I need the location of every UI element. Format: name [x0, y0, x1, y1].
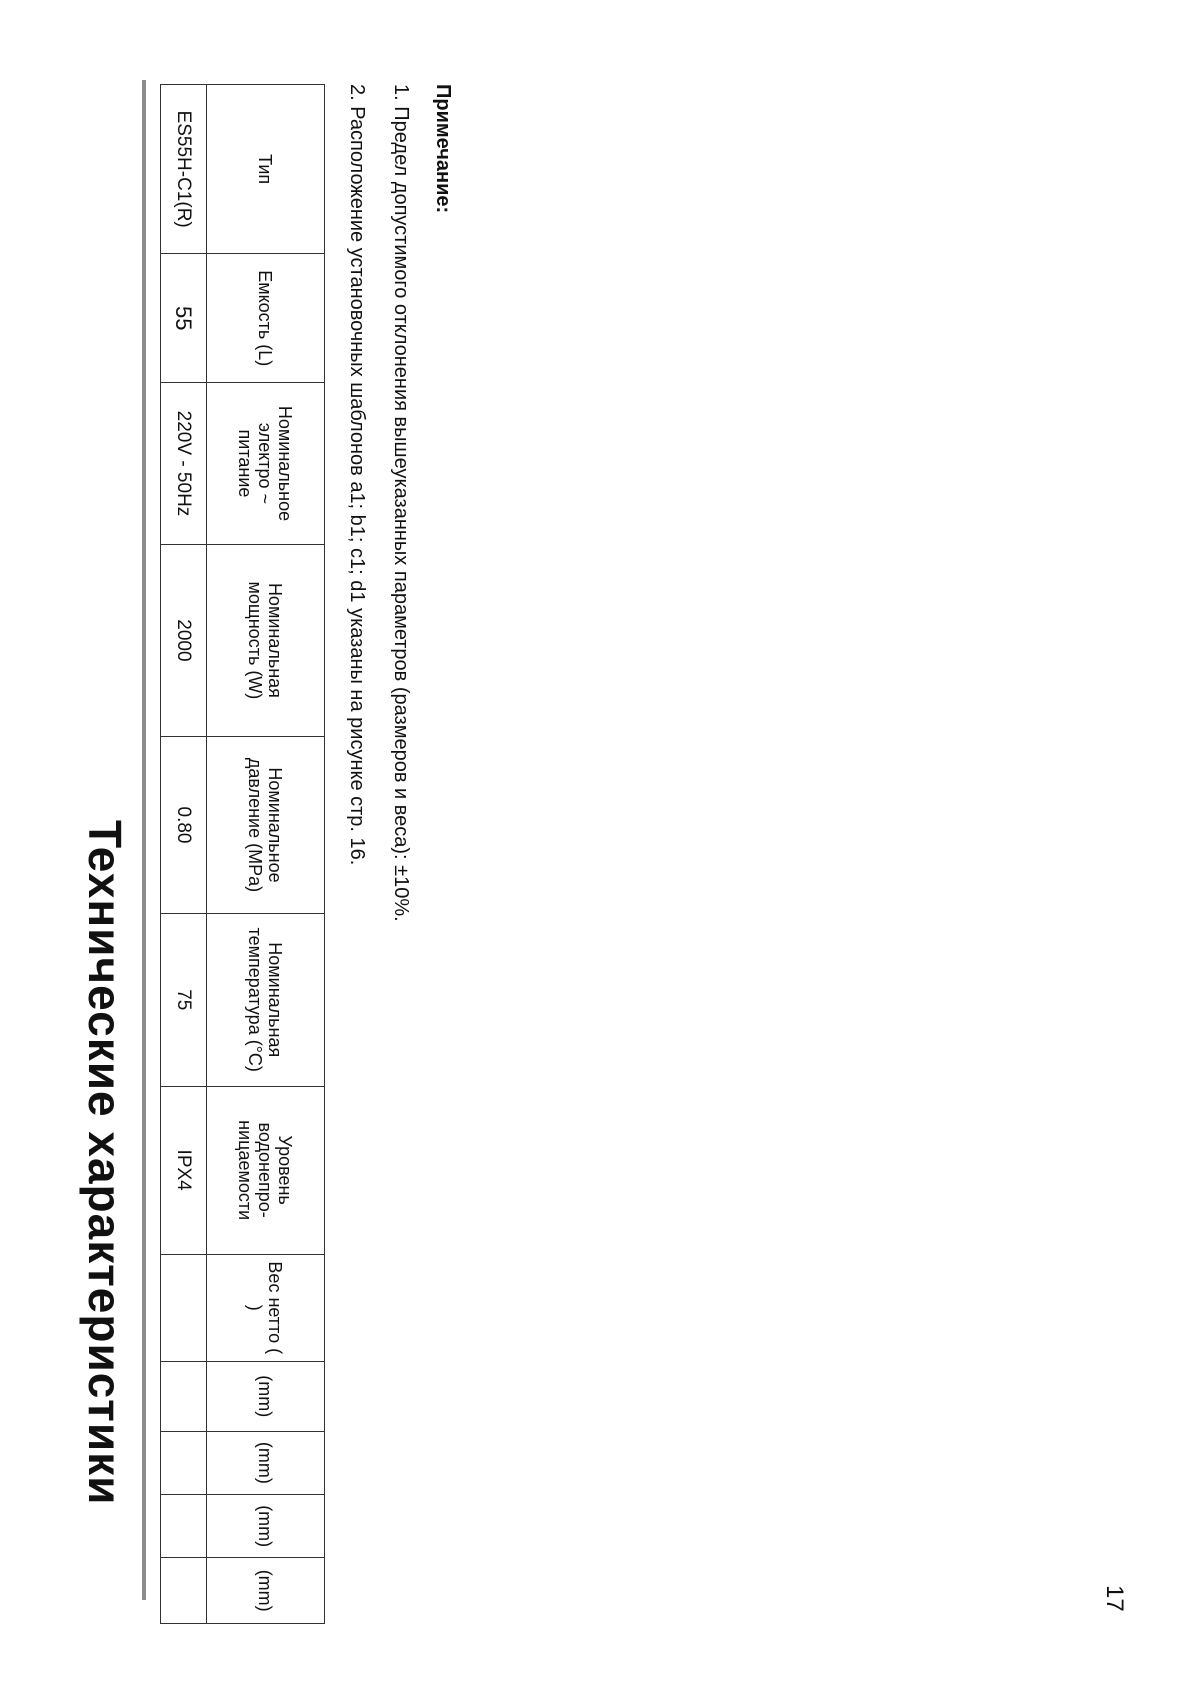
- header-cell-rated-temperature: Номинальная температура (°C): [206, 913, 324, 1086]
- cell-dimension-1: [161, 1361, 207, 1431]
- header-cell-rated-pressure: Номинальное давление (MPa): [206, 737, 324, 914]
- cell-type: ES55H-C1(R): [161, 85, 207, 254]
- header-cell-power-supply: Номинальное электро ~ питание: [206, 383, 324, 545]
- cell-rated-pressure: 0.80: [161, 737, 207, 914]
- header-cell-dimension-4: (mm): [206, 1558, 324, 1624]
- cell-dimension-4: [161, 1558, 207, 1624]
- cell-dimension-3: [161, 1495, 207, 1558]
- cell-power-supply: 220V - 50Hz: [161, 383, 207, 545]
- header-cell-dimension-3: (mm): [206, 1495, 324, 1558]
- title-divider: [142, 80, 146, 1600]
- cell-dimension-2: [161, 1431, 207, 1494]
- header-cell-type: Тип: [206, 85, 324, 254]
- header-cell-waterproof-level: Уровень водонепро-ницаемости: [206, 1086, 324, 1254]
- header-cell-dimension-2: (mm): [206, 1431, 324, 1494]
- cell-rated-power: 2000: [161, 544, 207, 736]
- page-title: Технические характеристики: [79, 820, 131, 1506]
- cell-net-weight: [161, 1254, 207, 1361]
- note-item-1: 1. Предел допустимого отклонения вышеуказанных параметров (размеров и веса): ±10%.: [390, 84, 412, 922]
- cell-capacity: 55: [161, 254, 207, 383]
- table-row: [161, 85, 207, 1624]
- page-number: 17: [1101, 1585, 1128, 1612]
- notes-heading: Примечание:: [432, 84, 454, 214]
- header-cell-rated-power: Номинальная мощность (W): [206, 544, 324, 736]
- specifications-table: [160, 84, 325, 1624]
- header-cell-dimension-1: (mm): [206, 1361, 324, 1431]
- header-cell-net-weight: Вес нетто ( ): [206, 1254, 324, 1361]
- notes-section: [325, 84, 455, 1534]
- cell-rated-temperature: 75: [161, 913, 207, 1086]
- table-header-row: [206, 85, 324, 1624]
- note-item-2: 2. Расположение установочных шаблонов a1; b1; c1; d1 указаны на рисунке стр. 16.: [346, 84, 368, 866]
- cell-waterproof-level: IPX4: [161, 1086, 207, 1254]
- header-cell-capacity: Емкость (L): [206, 254, 324, 383]
